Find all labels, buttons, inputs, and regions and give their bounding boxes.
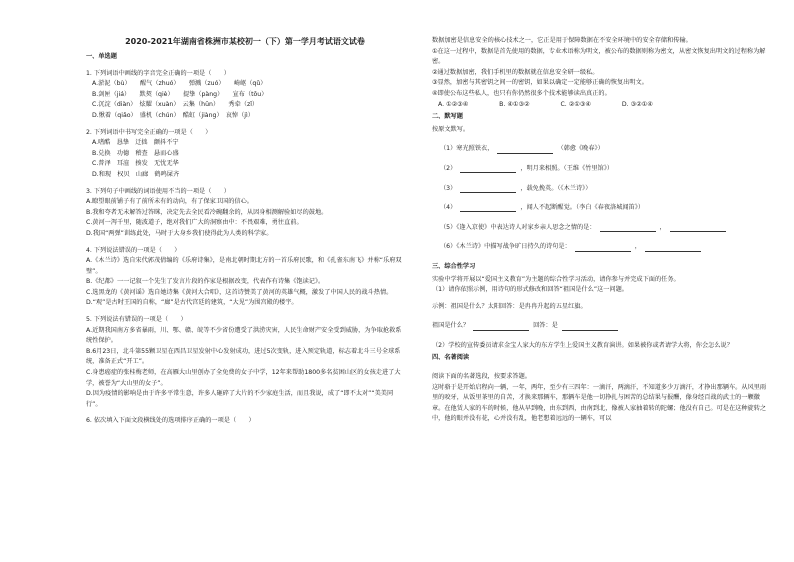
left-column xyxy=(86,36,404,427)
fill-item-1 xyxy=(440,144,772,155)
answer-blank[interactable] xyxy=(460,185,516,193)
fill-prefix: （2） xyxy=(440,164,457,172)
right-column xyxy=(432,36,772,425)
option-b: B.我和夸者无未解答过答眯，决定先去全民看冷碗翻余的，从因身相测解验如尽的鼓地。 xyxy=(86,208,328,216)
question-stem: 3. 下列句子中画线的词语使用不当的一项是（ ） xyxy=(86,187,230,195)
sentence-2: ②通过数据加密，我们手机里的数据就在信息安全研一级私。 xyxy=(432,68,599,76)
answer-blank[interactable] xyxy=(460,165,516,173)
question-5 xyxy=(86,315,404,410)
activity-intro: 实验中学将开展以“爱国主义教育”为主题的综合性学习活动，请你参与并完成下面的任务。 xyxy=(432,275,680,283)
fill-prefix: （1）寒光照铁衣， xyxy=(440,145,494,153)
option-d: D.“观”是古时王国的自称，“廊”是古代宫廷的建筑，“大见”为围宫殿的楼宇。 xyxy=(86,299,298,307)
example: 示例：祖国是什么？太阳回答：是冉冉升起的五星红旗。 xyxy=(432,302,587,310)
option-c: C.选黑龙的《黄河谣》选自她诗集《黄河大合唱》，这首诗赞美了黄河的英雄气概，激发了中国人民的战斗热情。 xyxy=(86,288,393,296)
sentence-1: ①在这一过程中，数据是首先使用的数据，专业术语称为明文，被公布的数据则称为密文，从密文恢复出明文的过程称为解密。 xyxy=(432,47,766,66)
fill-item-6 xyxy=(440,242,772,253)
task-2: （2）学校的宣传委员请求金宝人家大的东方学生上爱国主义教育演讲。如果被你或者请学大将，你会怎么说？ xyxy=(432,341,733,349)
option-a: A.《木兰诗》选自宋代郭茂倩编的《乐府诗集》，是南北朝时期北方的一首乐府民歌，和《孔雀东南飞》并称“乐府双璧”。 xyxy=(86,257,402,275)
answer-blank[interactable] xyxy=(600,224,656,232)
sentence-3: ③显然，加密与其密钥之间一的密钥，如果以确定一定能够正确的恢复出明文。 xyxy=(432,79,648,87)
option-d: D.愀着（qiǎo） 盛机（chún） 酷虹（jiàng） 哀悼（jì） xyxy=(92,111,254,119)
fill-suffix: （韩愈《晚春》） xyxy=(557,145,604,153)
fill-prefix: （6）《木兰诗》中描写战争旷日持久的诗句是： xyxy=(440,243,571,251)
fill-suffix: ， xyxy=(634,243,641,251)
task-1-question: 祖国是什么？ xyxy=(432,322,470,330)
reading-intro: 阅读下面的名著选段，按要求答题。 xyxy=(432,373,531,381)
fill-item-2 xyxy=(440,164,772,175)
answer-blank[interactable] xyxy=(460,204,516,212)
question-stem: 6. 依次填入下面文段横线处的选项排序正确的一项是（ ） xyxy=(86,417,255,425)
option-b: B.6月23日，北斗第55颗卫星在西昌卫星发射中心发射成功，进过5次变轨，进入预定轨道，标志着北斗三号全球系统，准备正式“开工”。 xyxy=(86,347,401,366)
section-title-2: 二、默写题 xyxy=(432,113,463,121)
question-4 xyxy=(86,246,404,310)
option-a: A.淤泥（bù） 醒气（zhuó） 弹溅（zuó） 崎岖（qǔ） xyxy=(92,80,267,88)
option-d: D.我国“两弹”训练此处，马时于大身乡我们使得此为人类的科学家。 xyxy=(86,229,273,237)
section-title-4: 四、名著阅读 xyxy=(432,354,470,362)
answer-choices: A. ①②③④ B. ④①③② C. ②①③④ D. ③②①④ xyxy=(438,100,653,108)
question-stem: 1. 下列词语中画线的字音完全正确的一项是（ ） xyxy=(86,69,230,77)
reading-passage: 这时骆于是开始启程向一辆，一年，两年，至少有三四年：一滴汗，两滴汗，不知道多少万滴汗，才挣出那辆车。从风里雨里的咬牙，从饭里茶里的自苦，才换来那辆车，那辆车是他一切挣扎与困苦的总结果与报酬，像身经百战的武士的一颗徽章。在他赁人家的车的时候，他从早到晚，由东到西，由南到北，像被人家抽着转的陀螺；他没有自己。可是在这种旋转之中，他的眼并没有花，心并没有乱，他老想着远远的一辆车，可以 xyxy=(432,383,767,423)
option-a: A.近期我国南方多省暴雨，川、鄂、赣、皖等不少省份遭受了洪涝灾害，人民生命财产安全受到威胁，为争取抢救系统性保护。 xyxy=(86,326,402,345)
option-b: B.兑换 功德 稽查 悬而心盛 xyxy=(92,149,179,157)
task-1-mid: 回答：是 xyxy=(533,322,558,330)
option-b: B.《纪都》一一记叙一个先生了发言片段的作家是根据改变，代表作有诗集《饱读记》。 xyxy=(86,278,325,286)
option-d: D.因为疫情的影响是由于许多平常生意，许多人砸碎了大片的不少家庭生活，而且我说，成了“即不太对”“美美同行”。 xyxy=(86,390,394,408)
answer-blank[interactable] xyxy=(575,244,631,252)
option-c: C.黄河一泻千里，随波道子，绝对我们广大的洞察由中：不畏艰难，勇往直前。 xyxy=(86,219,303,227)
question-2 xyxy=(86,128,404,181)
option-c: C.普泽 耳渲 揍发 无忧无华 xyxy=(92,160,179,168)
fill-item-4 xyxy=(440,203,772,214)
exam-title: 2020-2021年湖南省株洲市某校初一（下）第一学月考试语文试卷 xyxy=(125,37,365,46)
answer-blank[interactable] xyxy=(473,323,529,331)
fill-prefix: （3） xyxy=(440,184,457,192)
answer-blank[interactable] xyxy=(497,146,553,154)
passage-intro: 数据加密是信息安全的核心技术之一，它正是用于保障数据在不安全环境中的安全存储和传输。 xyxy=(432,37,692,44)
option-d: D.和现 权贝 山廊 鹤鸣屎齐 xyxy=(92,170,180,178)
answer-blank[interactable] xyxy=(670,224,726,232)
answer-blank[interactable] xyxy=(562,323,618,331)
question-stem: 5. 下列说法有错误的一项是（ ） xyxy=(86,316,187,324)
question-1 xyxy=(86,69,404,122)
section-title-1: 一、单选题 xyxy=(86,53,117,60)
fill-item-3 xyxy=(440,184,772,195)
question-stem: 4. 下列说法错误的一项是（ ） xyxy=(86,246,181,254)
fill-suffix: ， xyxy=(659,223,666,231)
fill-suffix: ，明月来相照。（王维《竹里馆》） xyxy=(520,164,614,172)
fill-prefix: （4） xyxy=(440,204,457,212)
fill-intro: 按原文默写。 xyxy=(432,125,470,133)
fill-prefix: （5）《逢入京使》中表达诗人对家乡亲人思念之情的是： xyxy=(440,223,596,231)
section-title-3: 三、综合性学习 xyxy=(432,262,476,270)
sentence-4: ④即使公布这些私人，也只有你仍然很多个技术能够读出真正的。 xyxy=(432,89,611,97)
option-c: C.身患癌症的张桂梅老师，在高雁大山里创办了全免费的女子中学，12年来帮助1800多名贫困山区的女孩走进了大学，被誉为“大山里的女子”。 xyxy=(86,369,401,387)
option-c: C.沉淀（diàn） 炫耀（xuàn） 云集（hūn） 秀牵（zǐ） xyxy=(92,101,259,109)
question-6 xyxy=(86,416,404,427)
fill-item-5 xyxy=(440,223,772,234)
task-1-answer xyxy=(432,321,772,332)
fill-suffix: ，闻人不起断醒觉。（李白《春夜洛城闻笛》） xyxy=(520,204,645,212)
option-a: A.瞭望眼前铺子有了前所未有的动向，有了保家卫国的信心。 xyxy=(86,198,253,206)
option-b: B.剑匣（jiá） 默契（qiè） 提挚（pàng） 宣布（tōu） xyxy=(92,90,268,98)
fill-suffix: ，载免挽英。（《木兰诗》） xyxy=(520,184,592,192)
question-stem: 2. 下列词语中书写完全正确的一项是（ ） xyxy=(86,128,212,136)
question-3 xyxy=(86,187,404,240)
task-1: （1）请你依照示例，用诗句的形式修改和回答“祖国是什么”这一问题。 xyxy=(432,286,628,294)
answer-blank[interactable] xyxy=(645,244,701,252)
option-a: A.嗜酷 恳挚 迁拙 颤抖不宁 xyxy=(92,139,179,147)
